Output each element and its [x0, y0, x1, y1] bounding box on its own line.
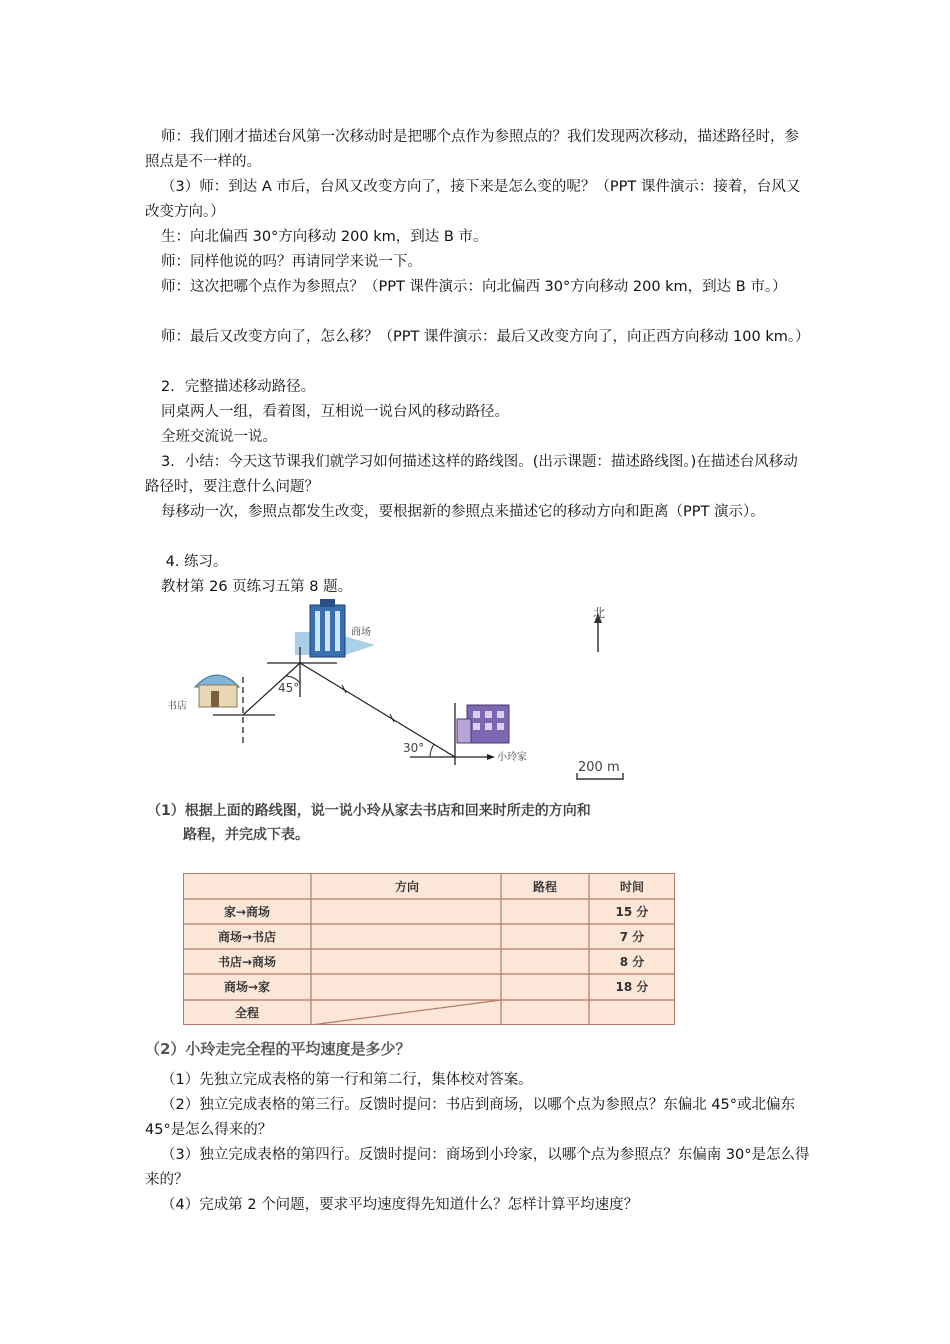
paragraph: （3）师：到达 A 市后，台风又改变方向了，接下来是怎么变的呢？（PPT 课件演示：接着，台风又改变方向。） — [145, 179, 801, 220]
table-cell-time: 7 分 — [619, 930, 645, 944]
paragraph: 3．小结：今天这节课我们就学习如何描述这样的路线图。(出示课题：描述路线图。)在描述台风移动路径时，要注意什么问题？ — [145, 454, 798, 495]
paragraph: 师：最后又改变方向了，怎么移？（PPT 课件演示：最后又改变方向了，向正西方向移动 100 km。） — [161, 329, 810, 345]
north-label: 北 — [593, 606, 606, 620]
table-header-distance: 路程 — [532, 880, 558, 894]
question2: （2）小玲走完全程的平均速度是多少？ — [145, 1040, 411, 1058]
table-row-label: 全程 — [234, 1006, 260, 1020]
paragraph: 师：同样他说的吗？再请同学来说一下。 — [161, 254, 422, 270]
table-header-direction: 方向 — [394, 880, 420, 894]
bookstore-label: 书店 — [167, 701, 187, 712]
table-row-label: 书店→商场 — [217, 955, 277, 969]
exercise-table — [183, 873, 675, 1025]
paragraph: 生：向北偏西 30°方向移动 200 km，到达 B 市。 — [161, 229, 488, 245]
home-building-icon — [457, 705, 509, 743]
table-cell-time: 15 分 — [615, 905, 649, 919]
angle-30-arc — [430, 744, 434, 757]
table-row-label: 家→商场 — [223, 905, 271, 919]
scale-label: 200 m — [578, 760, 620, 775]
paragraph: 教材第 26 页练习五第 8 题。 — [161, 579, 353, 595]
home-label: 小玲家 — [497, 752, 527, 763]
paragraph: 每移动一次，参照点都发生改变，要根据新的参照点来描述它的移动方向和距离（PPT 演示）。 — [161, 504, 765, 520]
paragraph: 4. 练习。 — [161, 554, 228, 570]
paragraph: （4）完成第 2 个问题，要求平均速度得先知道什么？怎样计算平均速度？ — [161, 1197, 639, 1213]
table-row-label: 商场→家 — [223, 980, 271, 994]
route-map-figure — [145, 597, 665, 847]
reference-axes — [213, 647, 493, 765]
paragraph: 同桌两人一组，看着图，互相说一说台风的移动路径。 — [161, 404, 509, 420]
angle-30-label: 30° — [403, 741, 425, 755]
paragraph: 全班交流说一说。 — [161, 429, 277, 445]
table-cell-time: 8 分 — [619, 955, 645, 969]
bookstore-building-icon — [195, 675, 239, 707]
paragraph: （1）先独立完成表格的第一行和第二行，集体校对答案。 — [161, 1072, 533, 1088]
table-cell-time: 18 分 — [615, 980, 649, 994]
paragraph: 2．完整描述移动路径。 — [161, 379, 316, 395]
paragraph: 师：这次把哪个点作为参照点？（PPT 课件演示：向北偏西 30°方向移动 200 km，到达 B 市。） — [161, 279, 787, 295]
paragraph: 师：我们刚才描述台风第一次移动时是把哪个点作为参照点的？我们发现两次移动，描述路径时，参照点是不一样的。 — [145, 129, 799, 170]
table-row-label: 商场→书店 — [217, 930, 277, 944]
east-arrow-icon — [487, 754, 495, 760]
paragraph: （3）独立完成表格的第四行。反馈时提问：商场到小玲家，以哪个点为参照点？东偏南 30°是怎么得来的？ — [145, 1147, 810, 1188]
mall-label: 商场 — [351, 627, 371, 638]
paragraph: （2）独立完成表格的第三行。反馈时提问：书店到商场，以哪个点为参照点？东偏北 45°或北偏东 45°是怎么得来的？ — [145, 1097, 796, 1138]
angle-45-label: 45° — [278, 681, 300, 695]
table-header-time: 时间 — [619, 880, 645, 894]
question1-line1: （1）根据上面的路线图，说一说小玲从家去书店和回来时所走的方向和 — [147, 803, 591, 819]
question1-line2: 路程，并完成下表。 — [183, 827, 309, 843]
route-direction-ticks — [342, 685, 394, 722]
